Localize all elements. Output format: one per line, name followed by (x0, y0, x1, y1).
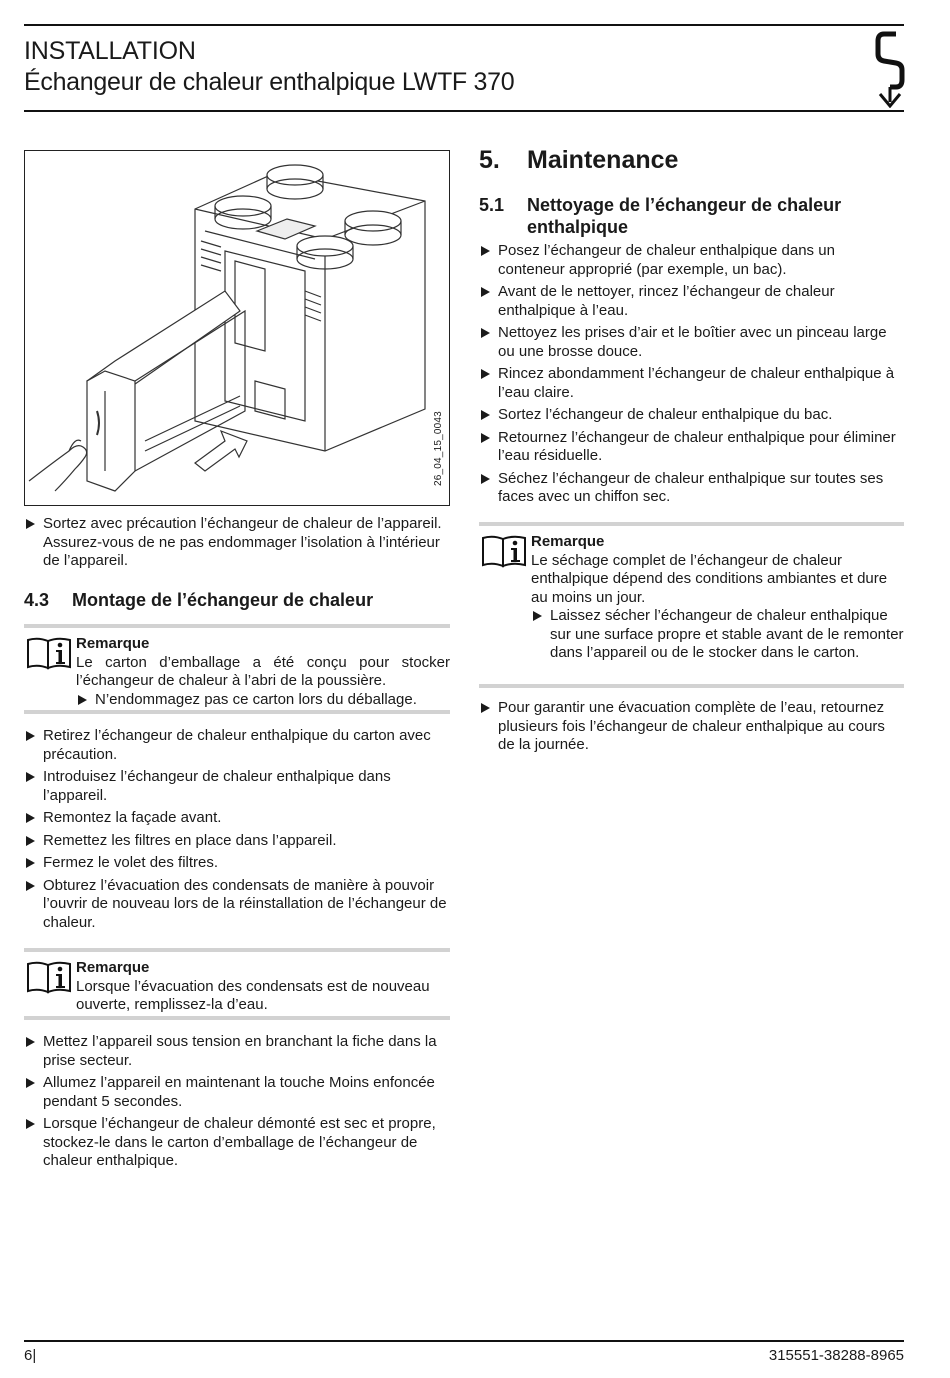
intro-bullet-list (24, 515, 450, 571)
header-section: INSTALLATION (24, 37, 196, 65)
left-steps-1 (24, 727, 450, 936)
chapter-title: Maintenance (527, 146, 679, 174)
note-title: Remarque (76, 959, 150, 976)
left-steps-2 (24, 1033, 450, 1175)
section-number: 5.1 (479, 195, 505, 215)
list-item: Introduisez l’échangeur de chaleur enthalpique dans l’appareil. (24, 768, 450, 805)
section-5-1-heading (479, 194, 904, 238)
top-rule (24, 24, 904, 26)
right-cleaning-steps (479, 242, 904, 511)
footer-rule (24, 1340, 904, 1342)
steps-bullet-list-2 (24, 1033, 450, 1171)
brand-logo-icon (874, 30, 908, 108)
figure-code: 26_04_15_0043 (433, 411, 444, 486)
steps-bullet-list (24, 727, 450, 932)
list-item: Laissez sécher l’échangeur de chaleur enthalpique sur une surface propre et stable avant de le remonter dans l’appareil ou de le stocker dans le carton. (531, 607, 904, 663)
page-header (24, 36, 884, 98)
note-text: Le séchage complet de l’échangeur de chaleur enthalpique dépend des conditions ambiantes et dure au moins un jour. (531, 551, 888, 606)
chapter-number: 5. (479, 146, 500, 174)
note-text: Lorsque l’évacuation des condensats est de nouveau ouverte, remplissez-la d’eau. (76, 977, 430, 1013)
note-box-drying (479, 522, 904, 688)
left-intro (24, 515, 450, 575)
info-book-icon (26, 960, 74, 994)
document-number: 315551-38288-8965 (768, 1347, 904, 1364)
note-box-condensate (24, 948, 450, 1020)
list-item: Sortez avec précaution l’échangeur de chaleur de l’appareil. Assurez-vous de ne pas endommager l’isolation à l’intérieur de l’appareil. (24, 515, 450, 571)
note-body (76, 959, 450, 1015)
list-item: Fermez le volet des filtres. (24, 854, 450, 873)
header-subtitle: Échangeur de chaleur enthalpique LWTF 370 (24, 68, 515, 96)
list-item: Retirez l’échangeur de chaleur enthalpique du carton avec précaution. (24, 727, 450, 764)
info-book-icon (481, 534, 529, 568)
cleaning-bullet-list (479, 242, 904, 507)
list-item: Pour garantir une évacuation complète de l’eau, retournez plusieurs fois l’échangeur de chaleur enthalpique au cours de la journée. (479, 699, 904, 755)
list-item: Nettoyez les prises d’air et le boîtier avec un pinceau large ou une brosse douce. (479, 324, 904, 361)
list-item: Remontez la façade avant. (24, 809, 450, 828)
note-body (76, 635, 450, 709)
header-rule (24, 110, 904, 112)
list-item: Allumez l’appareil en maintenant la touche Moins enfoncée pendant 5 secondes. (24, 1074, 450, 1111)
note-title: Remarque (531, 533, 605, 550)
note-body (531, 533, 904, 663)
note-text: Le carton d’emballage a été conçu pour stocker l’échangeur de chaleur à l’abri de la poussière. (76, 653, 450, 689)
note-bullet-list (76, 691, 450, 710)
info-book-icon (26, 636, 74, 670)
list-item: Retournez l’échangeur de chaleur enthalpique pour éliminer l’eau résiduelle. (479, 429, 904, 466)
list-item: Avant de le nettoyer, rincez l’échangeur de chaleur enthalpique à l’eau. (479, 283, 904, 320)
list-item: N’endommagez pas ce carton lors du déballage. (76, 691, 450, 710)
list-item: Lorsque l’échangeur de chaleur démonté est sec et propre, stockez-le dans le carton d’emballage de l’échangeur de chaleur enthalpique. (24, 1115, 450, 1171)
list-item: Sortez l’échangeur de chaleur enthalpique du bac. (479, 406, 904, 425)
note-title: Remarque (76, 635, 150, 652)
note-box-packaging (24, 624, 450, 714)
chapter-5-heading (479, 146, 678, 175)
installation-figure (24, 150, 450, 506)
final-bullet-list (479, 699, 904, 755)
section-number: 4.3 (24, 590, 50, 610)
section-title: Montage de l’échangeur de chaleur (72, 590, 374, 610)
page-number: 6| (24, 1347, 37, 1364)
list-item: Remettez les filtres en place dans l’appareil. (24, 832, 450, 851)
list-item: Posez l’échangeur de chaleur enthalpique dans un conteneur approprié (par exemple, un bac). (479, 242, 904, 279)
note-bullet-list (531, 607, 904, 663)
right-final-steps (479, 699, 904, 759)
list-item: Mettez l’appareil sous tension en branchant la fiche dans la prise secteur. (24, 1033, 450, 1070)
heat-exchanger-illustration (25, 151, 450, 506)
section-4-3-heading (24, 590, 373, 611)
list-item: Obturez l’évacuation des condensats de manière à pouvoir l’ouvrir de nouveau lors de la réinstallation de l’échangeur de chaleur. (24, 877, 450, 933)
list-item: Séchez l’échangeur de chaleur enthalpique sur toutes ses faces avec un chiffon sec. (479, 470, 904, 507)
list-item: Rincez abondamment l’échangeur de chaleur enthalpique à l’eau claire. (479, 365, 904, 402)
section-title: Nettoyage de l’échangeur de chaleur enthalpique (527, 195, 842, 237)
